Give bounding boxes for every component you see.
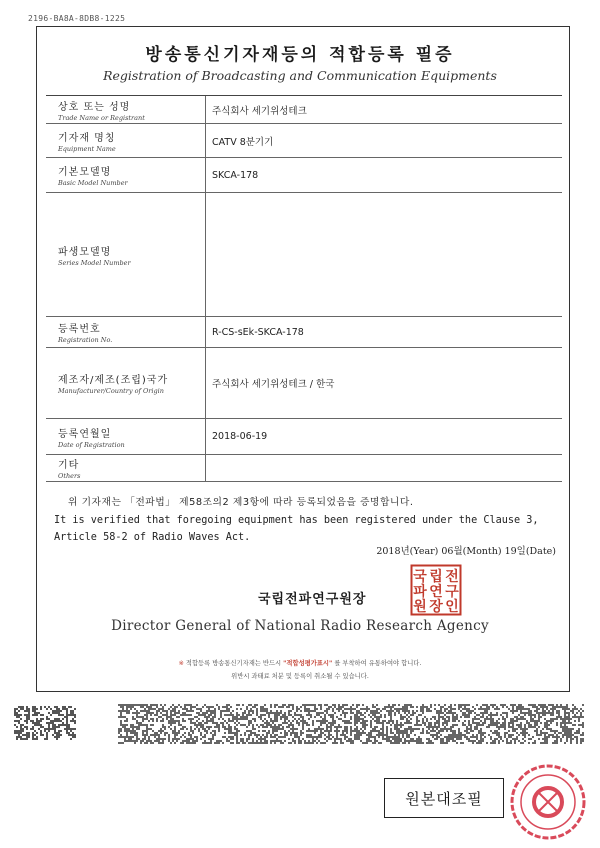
value-registration-no: R-CS-sEk-SKCA-178 [212, 326, 304, 338]
value-others [206, 455, 562, 481]
row-trade-name [46, 96, 562, 124]
row-basic-model [46, 158, 562, 193]
statement-english-line1: It is verified that foregoing equipment has been registered under the Clause 3, [54, 514, 539, 526]
label-registration-date: 등록연월일 [58, 428, 112, 440]
label-registration-date-en: Date of Registration [58, 440, 125, 449]
label-registration-no: 등록번호 [58, 324, 101, 335]
seal-char: 인 [445, 599, 459, 615]
label-equipment-name-en: Equipment Name [58, 144, 116, 153]
seal-char: 국 [413, 569, 427, 585]
original-copy-stamp: 원본대조필 [384, 778, 504, 818]
notice-line2: 위반시 과태료 처분 및 등록이 취소될 수 있습니다. [231, 673, 369, 680]
value-series-model [206, 193, 562, 316]
label-trade-name: 상호 또는 성명 [58, 101, 131, 113]
document-id: 2196-BA8A-8DB8-1225 [28, 14, 126, 23]
official-seal-icon [410, 564, 462, 616]
registration-table [46, 95, 562, 482]
seal-char: 파 [413, 584, 427, 600]
statement-english-line2: Article 58-2 of Radio Waves Act. [54, 532, 251, 543]
row-manufacturer [46, 348, 562, 419]
label-trade-name-en: Trade Name or Registrant [58, 113, 145, 122]
value-manufacturer: 주식회사 세기위성테크 / 한국 [212, 379, 335, 390]
seal-char: 립 [429, 569, 443, 585]
issuer-english: Director General of National Radio Research Agency [111, 618, 489, 634]
notice-highlight: "적합성평가표시" [283, 660, 333, 667]
statement-korean: 위 기자재는 「전파법」 제58조의2 제3항에 따라 등록되었음을 증명합니다. [68, 497, 414, 508]
seal-char: 구 [445, 584, 459, 600]
label-series-model-en: Series Model Number [58, 258, 131, 267]
certification-statement [54, 494, 564, 547]
value-equipment-name: CATV 8분기기 [212, 136, 274, 148]
seal-char: 원 [413, 599, 427, 615]
title-english: Registration of Broadcasting and Communication Equipments [103, 68, 497, 83]
row-equipment-name [46, 124, 562, 158]
label-registration-no-en: Registration No. [58, 336, 113, 344]
label-manufacturer-en: Manufacturer/Country of Origin [58, 387, 164, 395]
issue-date: 2018년(Year) 06월(Month) 19일(Date) [376, 546, 556, 557]
value-basic-model: SKCA-178 [212, 169, 259, 181]
label-others-en: Others [58, 472, 81, 480]
seal-char: 연 [429, 584, 443, 600]
barcode-small-icon [14, 706, 76, 740]
barcode-wide-icon [118, 704, 584, 744]
label-basic-model-en: Basic Model Number [58, 179, 128, 187]
circular-stamp-icon [508, 762, 588, 842]
seal-char: 장 [429, 599, 443, 615]
row-registration-no [46, 317, 562, 348]
row-others [46, 455, 562, 482]
row-registration-date [46, 419, 562, 455]
label-equipment-name: 기자재 명칭 [58, 132, 116, 144]
label-series-model: 파생모델명 [58, 246, 112, 258]
value-trade-name: 주식회사 세기위성테크 [212, 105, 307, 117]
notice-line1: ※ 적합등록 방송통신기자재는 반드시 "적합성평가표시" 를 부착하여 유통하여야 합니다. [178, 660, 422, 667]
label-basic-model: 기본모델명 [58, 167, 112, 178]
label-manufacturer: 제조자/제조(조립)국가 [58, 375, 169, 386]
notice-mark: ※ [178, 660, 184, 667]
row-series-model [46, 193, 562, 317]
issuer-korean: 국립전파연구원장 [258, 592, 367, 607]
title-korean: 방송통신기자재등의 적합등록 필증 [145, 45, 455, 65]
seal-char: 전 [445, 569, 459, 585]
value-registration-date: 2018-06-19 [212, 431, 268, 442]
label-others: 기타 [58, 460, 80, 471]
